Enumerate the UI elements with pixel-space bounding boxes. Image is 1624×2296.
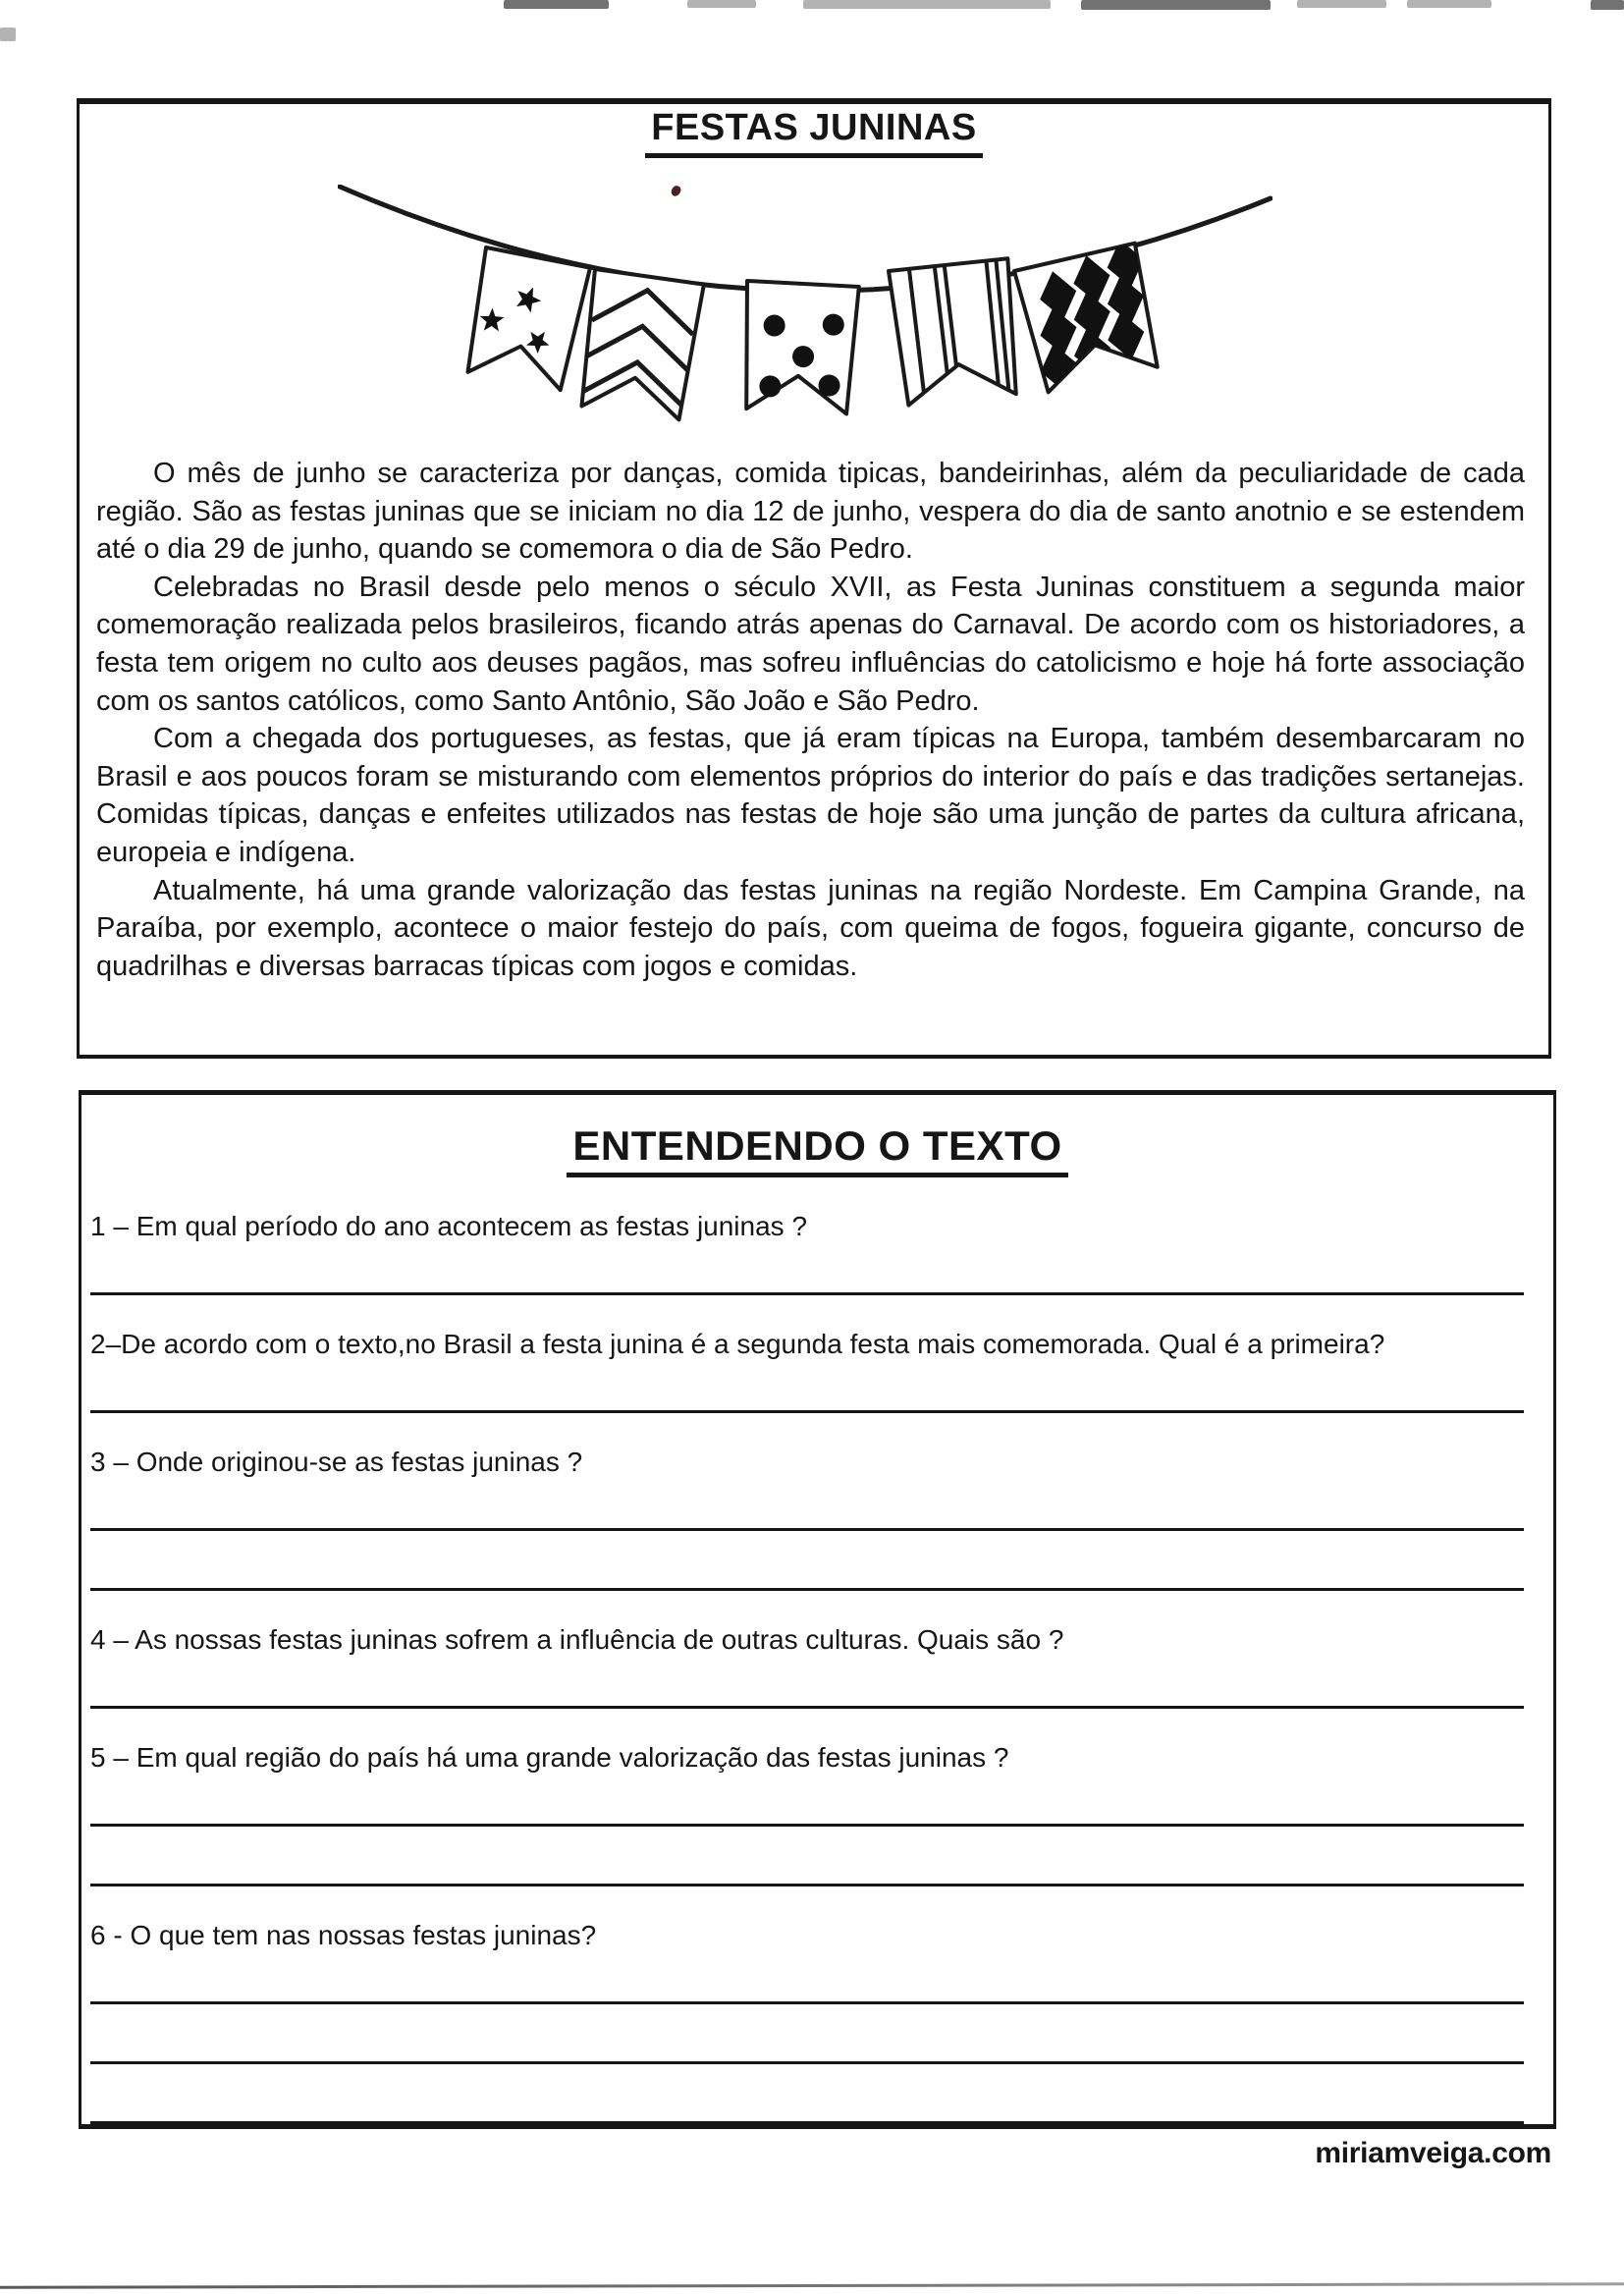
footer-credit: miriamveiga.com [1315, 2137, 1551, 2169]
reading-title-wrap [80, 107, 1548, 158]
reading-title: FESTAS JUNINAS [645, 107, 982, 158]
answer-line [90, 1410, 1524, 1413]
question-text: 3 – Onde originou-se as festas juninas ? [90, 1447, 583, 1478]
pennant-flag-chevrons [572, 269, 704, 432]
answer-line [90, 1884, 1524, 1886]
question-block [90, 1325, 1524, 1413]
scan-edge-line [0, 2282, 1624, 2288]
scan-artifact [803, 0, 1051, 9]
question-text: 1 – Em qual período do ano acontecem as festas juninas ? [90, 1211, 808, 1242]
reading-text [96, 455, 1525, 985]
scan-artifact [504, 0, 609, 9]
question-text: 5 – Em qual região do país há uma grande valorização das festas juninas ? [90, 1742, 1009, 1774]
question-text: 6 - O que tem nas nossas festas juninas? [90, 1920, 597, 1951]
question-block [90, 1620, 1524, 1709]
scan-artifact [0, 27, 16, 41]
scan-artifact [687, 0, 756, 8]
paragraph: Com a chegada dos portugueses, as festas, que já eram típicas na Europa, também desembarcaram no Brasil e aos poucos foram se misturando com elementos próprios do interior do país e das tradições sertanejas. Comidas típicas, danças e enfeites utilizados nas festas de hoje são uma junção de partes da cultura africana, europeia e indígena. [96, 723, 1525, 868]
bunting-banner-illustration [338, 185, 1272, 432]
questions-title: ENTENDENDO O TEXTO [567, 1122, 1067, 1177]
pennant-flag-stars [462, 247, 590, 391]
scan-artifact [1407, 0, 1491, 8]
answer-line [90, 1824, 1524, 1827]
scan-artifact [1297, 0, 1386, 8]
scan-artifact [1591, 0, 1624, 10]
paragraph: Celebradas no Brasil desde pelo menos o século XVII, as Festa Juninas constituem a segunda maior comemoração realizada pelos brasileiros, ficando atrás apenas do Carnaval. De acordo com os historiadores, a festa tem origem no culto aos deuses pagãos, mas sofreu influências do catolicismo e hoje há forte associação com os santos católicos, como Santo Antônio, São João e São Pedro. [96, 571, 1525, 717]
question-text: 2–De acordo com o texto,no Brasil a festa junina é a segunda festa mais comemorada. Qual é a primeira? [90, 1329, 1385, 1360]
question-block [90, 1738, 1524, 1886]
pennant-flag-checkered [1012, 236, 1168, 397]
question-block [90, 1916, 1524, 2124]
answer-line [90, 2061, 1524, 2064]
questions-title-wrap [81, 1122, 1553, 1177]
question-text: 4 – As nossas festas juninas sofrem a influência de outras culturas. Quais são ? [90, 1624, 1064, 1656]
reading-box [77, 98, 1551, 1059]
paragraph: Atualmente, há uma grande valorização das festas juninas na região Nordeste. Em Campina Grande, na Paraíba, por exemplo, acontece o maior festejo do país, com queima de fogos, fogueira gigante, concurso de quadrilhas e diversas barracas típicas com jogos e comidas. [96, 874, 1525, 982]
questions-list [81, 1207, 1553, 2124]
answer-line [90, 1588, 1524, 1591]
question-block [90, 1207, 1524, 1295]
pennant-flag-plain [889, 256, 1022, 408]
answer-line [90, 2001, 1524, 2004]
paragraph: O mês de junho se caracteriza por danças, comida tipicas, bandeirinhas, além da peculiaridade de cada região. São as festas juninas que se iniciam no dia 12 de junho, vespera do dia de santo anotnio e se estendem até o dia 29 de junho, quando se comemora o dia de São Pedro. [96, 458, 1525, 566]
answer-line [90, 1528, 1524, 1531]
scan-artifact [1081, 0, 1271, 10]
answer-line [90, 2121, 1524, 2124]
answer-line [90, 1292, 1524, 1295]
questions-box [79, 1090, 1556, 2129]
pennant-flag-dots [740, 281, 859, 414]
question-block [90, 1443, 1524, 1591]
answer-line [90, 1706, 1524, 1709]
